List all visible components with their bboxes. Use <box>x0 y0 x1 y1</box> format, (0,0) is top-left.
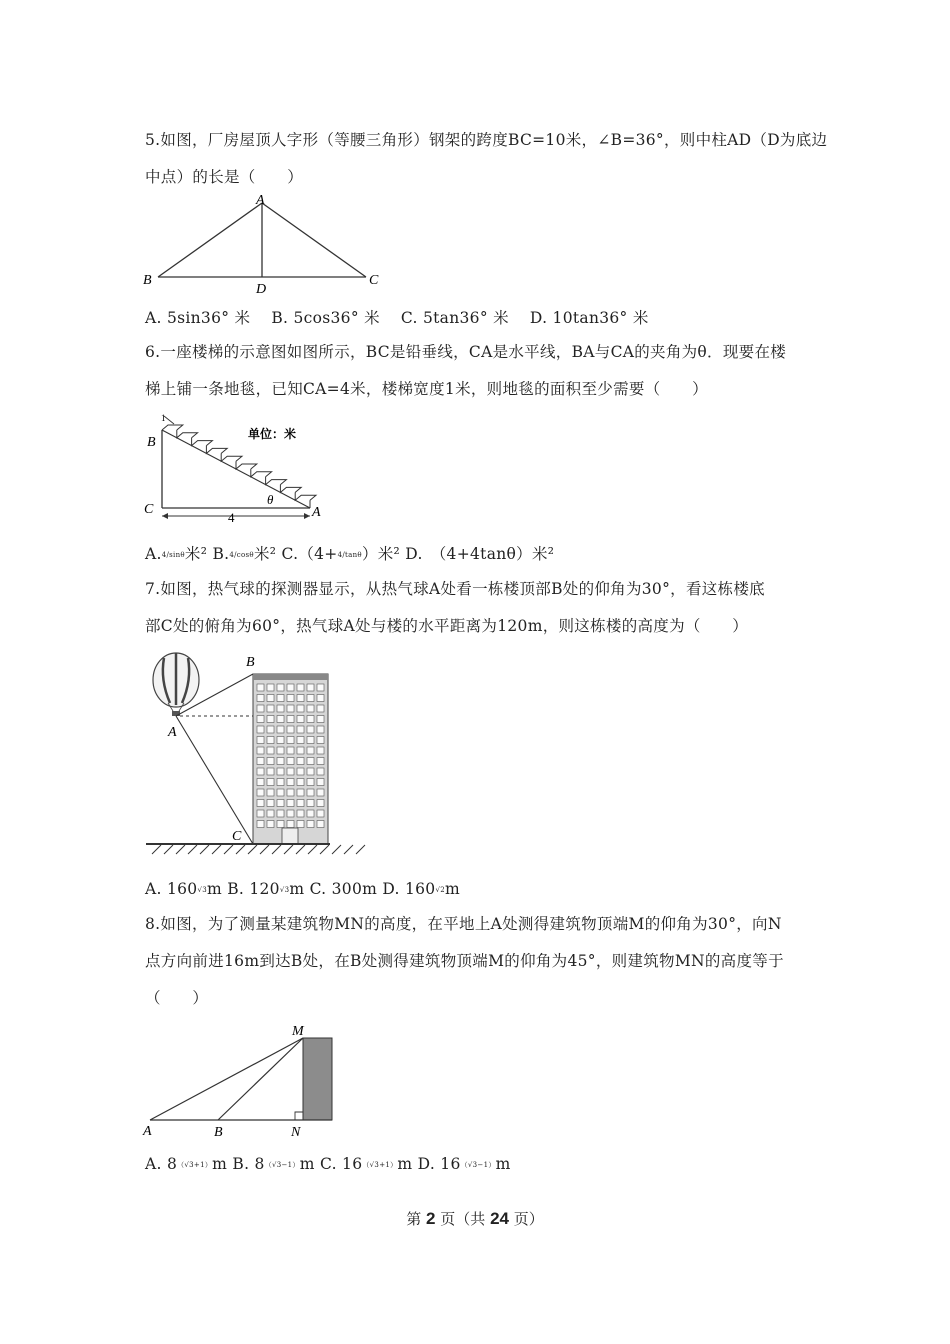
label-b: B <box>214 1125 223 1140</box>
q8-stem-line2: 点方向前进16m到达B处，在B处测得建筑物顶端M的仰角为45°，则建筑物MN的高度等于 <box>145 952 784 970</box>
label-n: N <box>291 1125 301 1140</box>
q5-stem-line1: 5.如图，厂房屋顶人字形（等腰三角形）钢架的跨度BC=10米，∠B=36°，则中柱AD（D为底边 <box>145 131 828 149</box>
label-a: A <box>143 1124 152 1139</box>
label-a: A <box>312 505 321 520</box>
label-b: B <box>143 273 152 288</box>
label-m: M <box>292 1024 304 1039</box>
label-width: 1 <box>161 413 166 423</box>
q6-options: A.4/sinθ米² B.4/cosθ米² C.（4+4/tanθ）米² D. （4+4tanθ）米² <box>145 545 555 563</box>
q5-triangle-figure <box>140 190 390 300</box>
page-footer: 第 2 页（共 24 页） <box>406 1209 544 1228</box>
unit-label: 单位：米 <box>248 427 297 441</box>
q8-building-figure <box>140 1015 350 1140</box>
q5-stem-line2: 中点）的长是（ ） <box>145 168 304 186</box>
label-b: B <box>147 435 156 450</box>
q7-stem-line1: 7.如图，热气球的探测器显示，从热气球A处看一栋楼顶部B处的仰角为30°，看这栋楼底 <box>145 580 765 598</box>
label-a: A <box>168 725 177 740</box>
q6-stem-line1: 6.一座楼梯的示意图如图所示，BC是铅垂线，CA是水平线，BA与CA的夹角为θ．现要在楼 <box>145 343 787 361</box>
label-c: C <box>369 273 379 288</box>
q5-options: A. 5sin36° 米 B. 5cos36° 米 C. 5tan36° 米 D. 10tan36° 米 <box>145 309 649 327</box>
q6-stem-line2: 梯上铺一条地毯，已知CA=4米，楼梯宽度1米，则地毯的面积至少需要（ ） <box>145 380 708 398</box>
label-b: B <box>246 655 255 670</box>
q7-stem-line2: 部C处的俯角为60°，热气球A处与楼的水平距离为120m，则这栋楼的高度为（ ） <box>145 617 749 635</box>
label-c: C <box>232 829 242 844</box>
label-c: C <box>144 502 154 517</box>
q8-stem-line3: （ ） <box>145 989 209 1007</box>
label-d: D <box>256 282 267 297</box>
q8-stem-line1: 8.如图，为了测量某建筑物MN的高度，在平地上A处测得建筑物顶端M的仰角为30°，向N <box>145 915 782 933</box>
label-a: A <box>256 193 265 208</box>
q7-balloon-building-figure <box>140 648 370 860</box>
q8-options: A. 8（√3+1）m B. 8（√3−1）m C. 16（√3+1）m D. 16（√3−1）m <box>145 1155 511 1173</box>
label-theta: θ <box>267 492 274 507</box>
q7-options: A. 160√3m B. 120√3m C. 300m D. 160√2m <box>145 880 460 898</box>
q6-staircase-figure <box>140 410 340 530</box>
label-length: 4 <box>228 510 235 525</box>
